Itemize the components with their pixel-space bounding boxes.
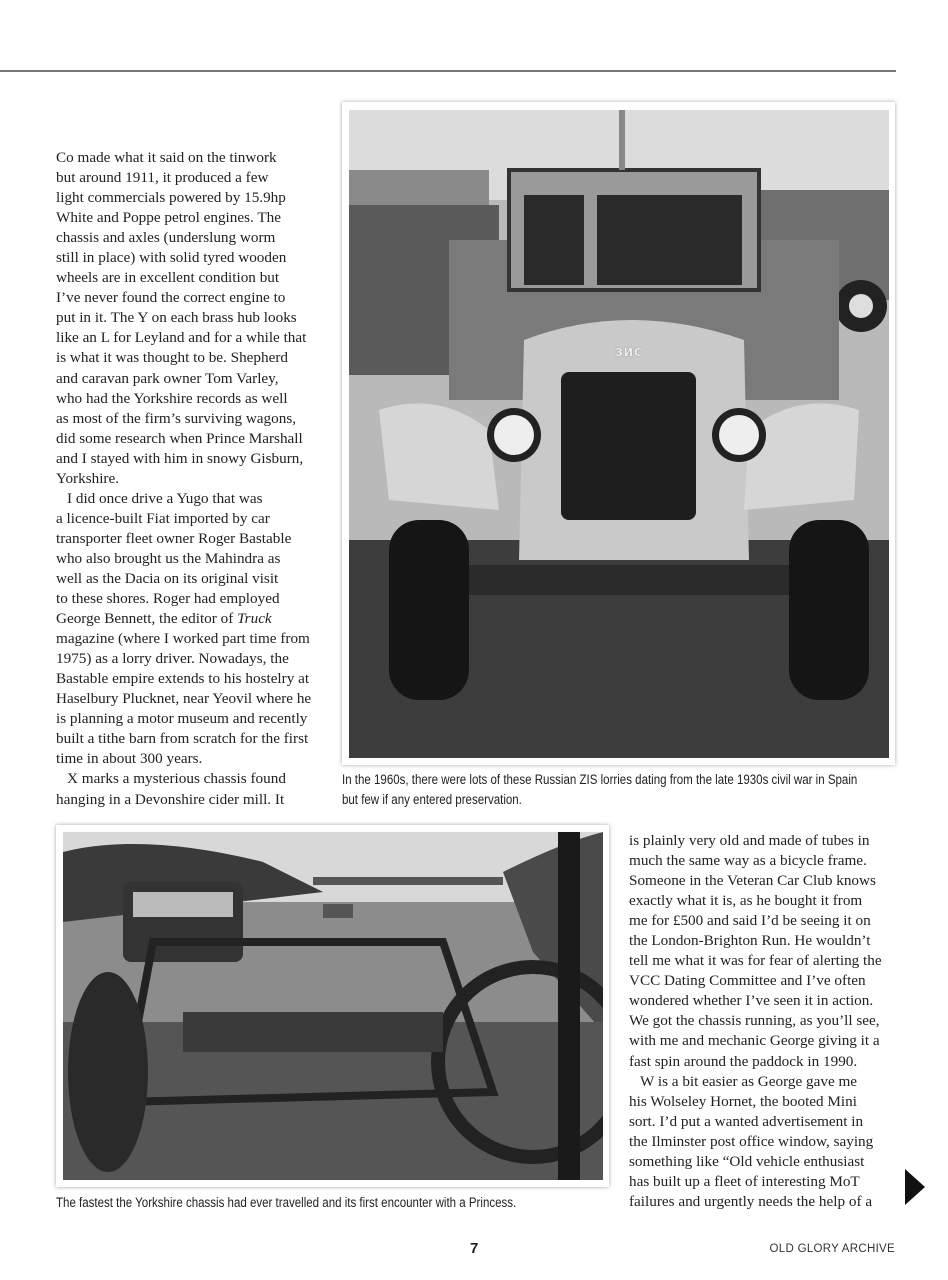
text-line — [629, 951, 882, 971]
text-line-content: transporter fleet owner Roger Bastable — [56, 529, 292, 547]
text-line — [56, 549, 311, 569]
text-line-content: and caravan park owner Tom Varley, — [56, 369, 279, 387]
text-line-content: We got the chassis running, as you’ll see, — [629, 1012, 880, 1030]
caption-line: but few if any entered preservation. — [342, 792, 522, 807]
text-line — [56, 148, 311, 168]
photo-frame-zis-lorry — [342, 102, 895, 765]
text-line — [629, 971, 882, 991]
text-line — [56, 589, 311, 609]
text-line — [629, 1011, 882, 1031]
text-line-content: White and Poppe petrol engines. The — [56, 209, 281, 227]
text-line — [56, 749, 311, 769]
text-line-content: is what it was thought to be. Shepherd — [56, 349, 289, 367]
text-line — [56, 449, 311, 469]
photo-caption-zis-lorry — [342, 770, 857, 810]
text-line-content: is planning a motor museum and recently — [56, 710, 308, 728]
text-line — [56, 489, 311, 509]
text-line-content: but around 1911, it produced a few — [56, 169, 269, 187]
text-line-content: something like “Old vehicle enthusiast — [629, 1152, 865, 1170]
text-line-content: 1975) as a lorry driver. Nowadays, the — [56, 650, 289, 668]
text-line — [56, 328, 311, 348]
page-number: 7 — [470, 1240, 479, 1257]
text-line-content: much the same way as a bicycle frame. — [629, 852, 867, 870]
text-line-content: who had the Yorkshire records as well — [56, 389, 288, 407]
text-line — [56, 790, 311, 810]
text-line — [629, 1112, 882, 1132]
italic-title: Truck — [237, 610, 272, 628]
text-line-content: light commercials powered by 15.9hp — [56, 189, 286, 207]
text-line-content: tell me what it was for fear of alerting the — [629, 952, 882, 970]
text-line-content: Bastable empire extends to his hostelry at — [56, 670, 310, 688]
text-line-content: is plainly very old and made of tubes in — [629, 832, 870, 849]
text-line-content: a licence-built Fiat imported by car — [56, 509, 270, 527]
text-line — [56, 469, 311, 489]
text-line-content: Haselbury Plucknet, near Yeovil where he — [56, 690, 312, 708]
text-line-content: hanging in a Devonshire cider mill. It — [56, 790, 285, 808]
text-line — [629, 1132, 882, 1152]
text-line — [629, 1152, 882, 1172]
text-line-content: me for £500 and said I’d be seeing it on — [629, 912, 871, 930]
text-line — [56, 669, 311, 689]
text-line-content: put in it. The Y on each brass hub looks — [56, 309, 297, 327]
text-line-content: has built up a fleet of interesting MoT — [629, 1172, 860, 1190]
text-line — [56, 308, 311, 328]
text-line — [56, 569, 311, 589]
text-line — [56, 348, 311, 368]
text-line-content: W is a bit easier as George gave me — [640, 1072, 858, 1090]
text-line-content: Yorkshire. — [56, 469, 120, 487]
photo-chassis — [63, 832, 603, 1180]
text-line — [56, 228, 311, 248]
text-line-content: magazine (where I worked part time from — [56, 630, 310, 648]
text-line-content: time in about 300 years. — [56, 750, 203, 768]
text-line-content: VCC Dating Committee and I’ve often — [629, 972, 866, 990]
text-line-content: X marks a mysterious chassis found — [67, 770, 286, 788]
text-line — [56, 268, 311, 288]
text-line — [56, 168, 311, 188]
text-line-content: and I stayed with him in snowy Gisburn, — [56, 449, 304, 467]
text-line-content: I did once drive a Yugo that was — [67, 489, 263, 507]
text-line — [56, 288, 311, 308]
text-line — [629, 1072, 882, 1092]
text-line — [56, 629, 311, 649]
text-line-content: his Wolseley Hornet, the booted Mini — [629, 1092, 857, 1110]
text-line — [56, 509, 311, 529]
text-line — [56, 689, 311, 709]
text-line-content: did some research when Prince Marshall — [56, 429, 303, 447]
triangle-right-icon[interactable] — [905, 1169, 925, 1205]
text-line — [629, 851, 882, 871]
text-line-content: the London-Brighton Run. He wouldn’t — [629, 932, 871, 950]
text-line — [56, 248, 311, 268]
text-line-content: as most of the firm’s surviving wagons, — [56, 409, 297, 427]
radiator-badge: ЗИС — [614, 346, 644, 359]
text-line — [629, 1031, 882, 1051]
caption-line: In the 1960s, there were lots of these Russian ZIS lorries dating from the late 1930s civil war in Spain — [342, 772, 858, 787]
text-line — [629, 871, 882, 891]
text-line — [56, 188, 311, 208]
publication-name: OLD GLORY ARCHIVE — [769, 1243, 895, 1255]
text-line-content: like an L for Leyland and for a while that — [56, 329, 307, 347]
text-line — [629, 911, 882, 931]
text-line-content: the Ilminster post office window, saying — [629, 1132, 874, 1150]
text-line-content: chassis and axles (underslung worm — [56, 229, 276, 247]
text-line-content: failures and urgently needs the help of a — [629, 1192, 873, 1210]
text-line-content: George Bennett, the editor of — [56, 610, 238, 628]
text-line — [56, 208, 311, 228]
text-line-content: fast spin around the paddock in 1990. — [629, 1052, 858, 1070]
text-line — [56, 649, 311, 669]
text-line — [56, 729, 311, 749]
text-line — [56, 709, 311, 729]
article-column-right — [629, 831, 882, 1212]
text-line — [629, 1052, 882, 1072]
text-line — [56, 769, 311, 789]
text-line-content: to these shores. Roger had employed — [56, 590, 280, 608]
text-line — [629, 891, 882, 911]
text-line-content: Someone in the Veteran Car Club knows — [629, 872, 876, 890]
text-line-content: with me and mechanic George giving it a — [629, 1032, 880, 1050]
text-line-content: built a tithe barn from scratch for the first — [56, 730, 309, 748]
text-line — [629, 991, 882, 1011]
text-line — [56, 609, 311, 629]
text-line-content: wondered whether I’ve seen it in action. — [629, 992, 874, 1010]
text-line-content: still in place) with solid tyred wooden — [56, 249, 287, 267]
text-line — [629, 1092, 882, 1112]
photo-zis-lorry — [349, 110, 889, 758]
text-line — [56, 529, 311, 549]
photo-frame-chassis — [56, 825, 609, 1187]
text-line — [56, 389, 311, 409]
photo-caption-chassis: The fastest the Yorkshire chassis had ever travelled and its first encounter with a Princess. — [56, 1195, 517, 1210]
text-line-content: well as the Dacia on its original visit — [56, 569, 279, 587]
text-line-content: sort. I’d put a wanted advertisement in — [629, 1112, 864, 1130]
text-line — [629, 931, 882, 951]
text-line-content: Co made what it said on the tinwork — [56, 149, 277, 166]
text-line — [56, 369, 311, 389]
text-line-content: wheels are in excellent condition but — [56, 269, 280, 287]
text-line-content: who also brought us the Mahindra as — [56, 549, 281, 567]
text-line — [629, 831, 882, 851]
text-line-content: exactly what it is, as he bought it from — [629, 892, 863, 910]
text-line-content: I’ve never found the correct engine to — [56, 289, 286, 307]
text-line — [56, 429, 311, 449]
text-line — [629, 1172, 882, 1192]
article-column-left — [56, 148, 311, 810]
header-rule — [0, 70, 896, 72]
text-line — [56, 409, 311, 429]
text-line — [629, 1192, 882, 1212]
